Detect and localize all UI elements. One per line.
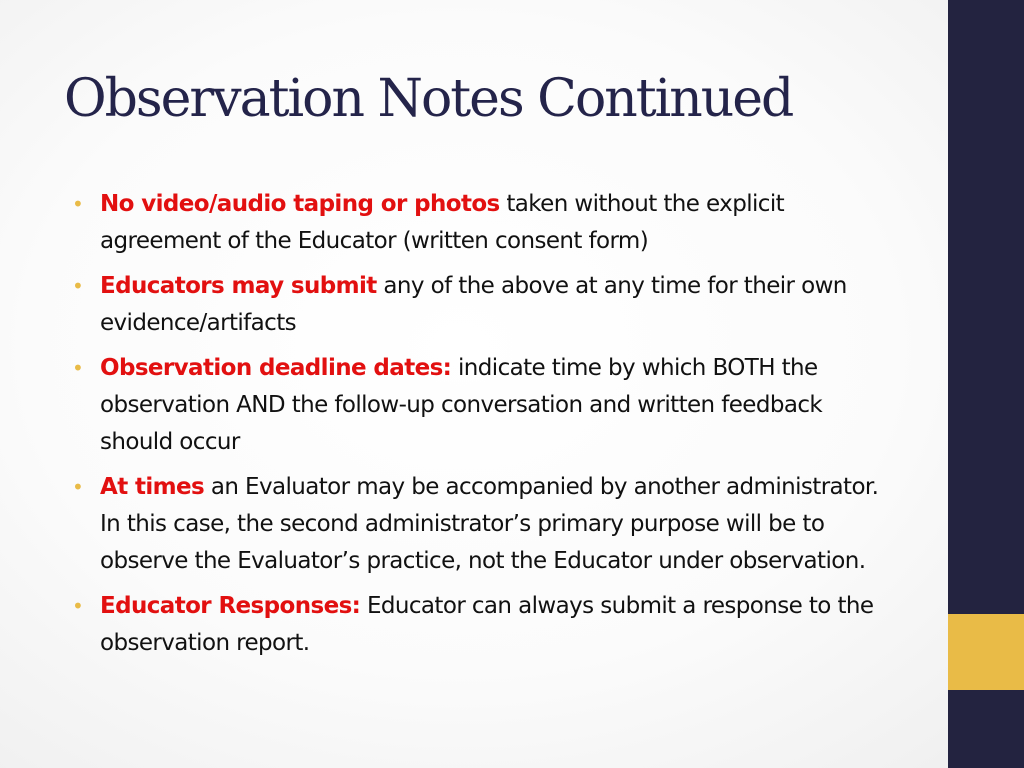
bullet-lead-text: No video/audio taping or photos	[100, 191, 500, 217]
bullet-body-text: indicate time by which BOTH the observation AND the follow-up conversation and written feedback should occur	[100, 355, 823, 455]
bullet-body-text: taken without the explicit agreement of the Educator (written consent form)	[100, 191, 785, 254]
sidebar-decoration	[948, 0, 1024, 768]
bullet-lead-text: Observation deadline dates:	[100, 355, 452, 381]
bullet-item	[72, 350, 892, 461]
bullet-body-text: an Evaluator may be accompanied by another administrator. In this case, the second administrator’s primary purpose will be to observe the Evaluator’s practice, not the Educator under observation.	[100, 474, 879, 574]
sidebar-accent-block	[948, 614, 1024, 690]
bullet-body-text: Educator can always submit a response to the observation report.	[100, 593, 874, 656]
bullet-item	[72, 268, 892, 342]
bullet-list	[72, 186, 892, 670]
bullet-lead-text: Educators may submit	[100, 273, 377, 299]
bullet-dot-icon: •	[72, 356, 84, 380]
bullet-dot-icon: •	[72, 475, 84, 499]
bullet-body-text: any of the above at any time for their own evidence/artifacts	[100, 273, 847, 336]
bullet-dot-icon: •	[72, 192, 84, 216]
bullet-item	[72, 588, 892, 662]
bullet-item	[72, 469, 892, 580]
bullet-dot-icon: •	[72, 594, 84, 618]
bullet-dot-icon: •	[72, 274, 84, 298]
bullet-lead-text: At times	[100, 474, 205, 500]
bullet-lead-text: Educator Responses:	[100, 593, 361, 619]
bullet-item	[72, 186, 892, 260]
slide-title: Observation Notes Continued	[64, 69, 793, 129]
